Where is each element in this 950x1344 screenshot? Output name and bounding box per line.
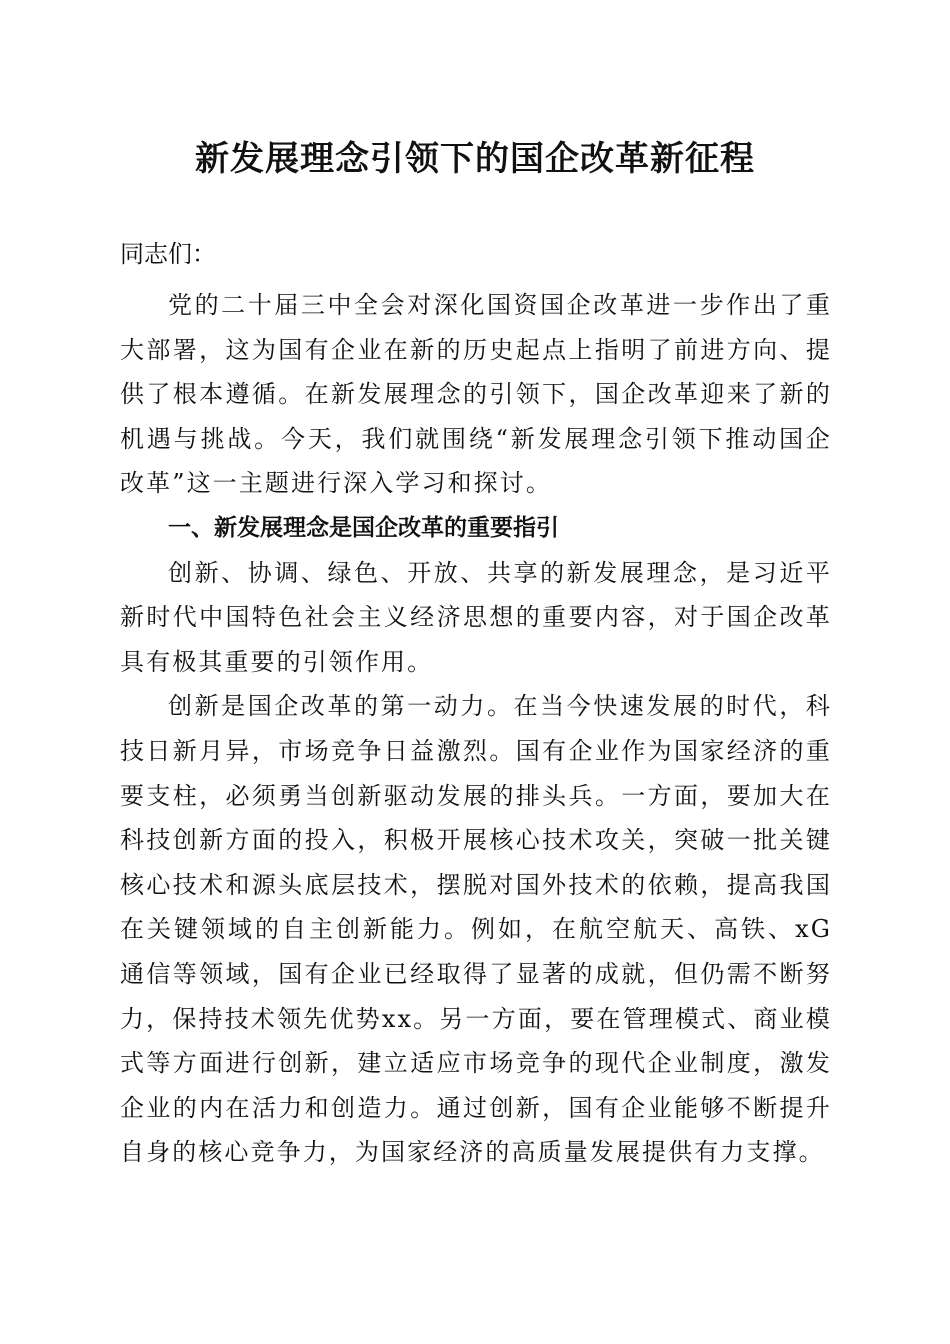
document-title: 新发展理念引领下的国企改革新征程 — [195, 139, 755, 179]
section-paragraph-1: 创新、协调、绿色、开放、共享的新发展理念，是习近平新时代中国特色社会主义经济思想的重要内容，对于国企改革具有极其重要的引领作用。 — [120, 558, 832, 676]
section-paragraph-2: 创新是国企改革的第一动力。在当今快速发展的时代，科技日新月异，市场竞争日益激烈。国有企业作为国家经济的重要支柱，必须勇当创新驱动发展的排头兵。一方面，要加大在科技创新方面的投入，积极开展核心技术攻关，突破一批关键核心技术和源头底层技术，摆脱对国外技术的依赖，提高我国在关键领域的自主创新能力。例如，在航空航天、高铁、xG通信等领域，国有企业已经取得了显著的成就，但仍需不断努力，保持技术领先优势xx。另一方面，要在管理模式、商业模式等方面进行创新，建立适应市场竞争的现代企业制度，激发企业的内在活力和创造力。通过创新，国有企业能够不断提升自身的核心竞争力，为国家经济的高质量发展提供有力支撑。 — [120, 692, 832, 1167]
section-heading: 一、新发展理念是国企改革的重要指引 — [168, 514, 559, 541]
salutation: 同志们： — [120, 240, 216, 268]
intro-paragraph: 党的二十届三中全会对深化国资国企改革进一步作出了重大部署，这为国有企业在新的历史起点上指明了前进方向、提供了根本遵循。在新发展理念的引领下，国企改革迎来了新的机遇与挑战。今天，我们就围绕“新发展理念引领下推动国企改革”这一主题进行深入学习和探讨。 — [120, 291, 832, 498]
document-body — [120, 230, 832, 1175]
